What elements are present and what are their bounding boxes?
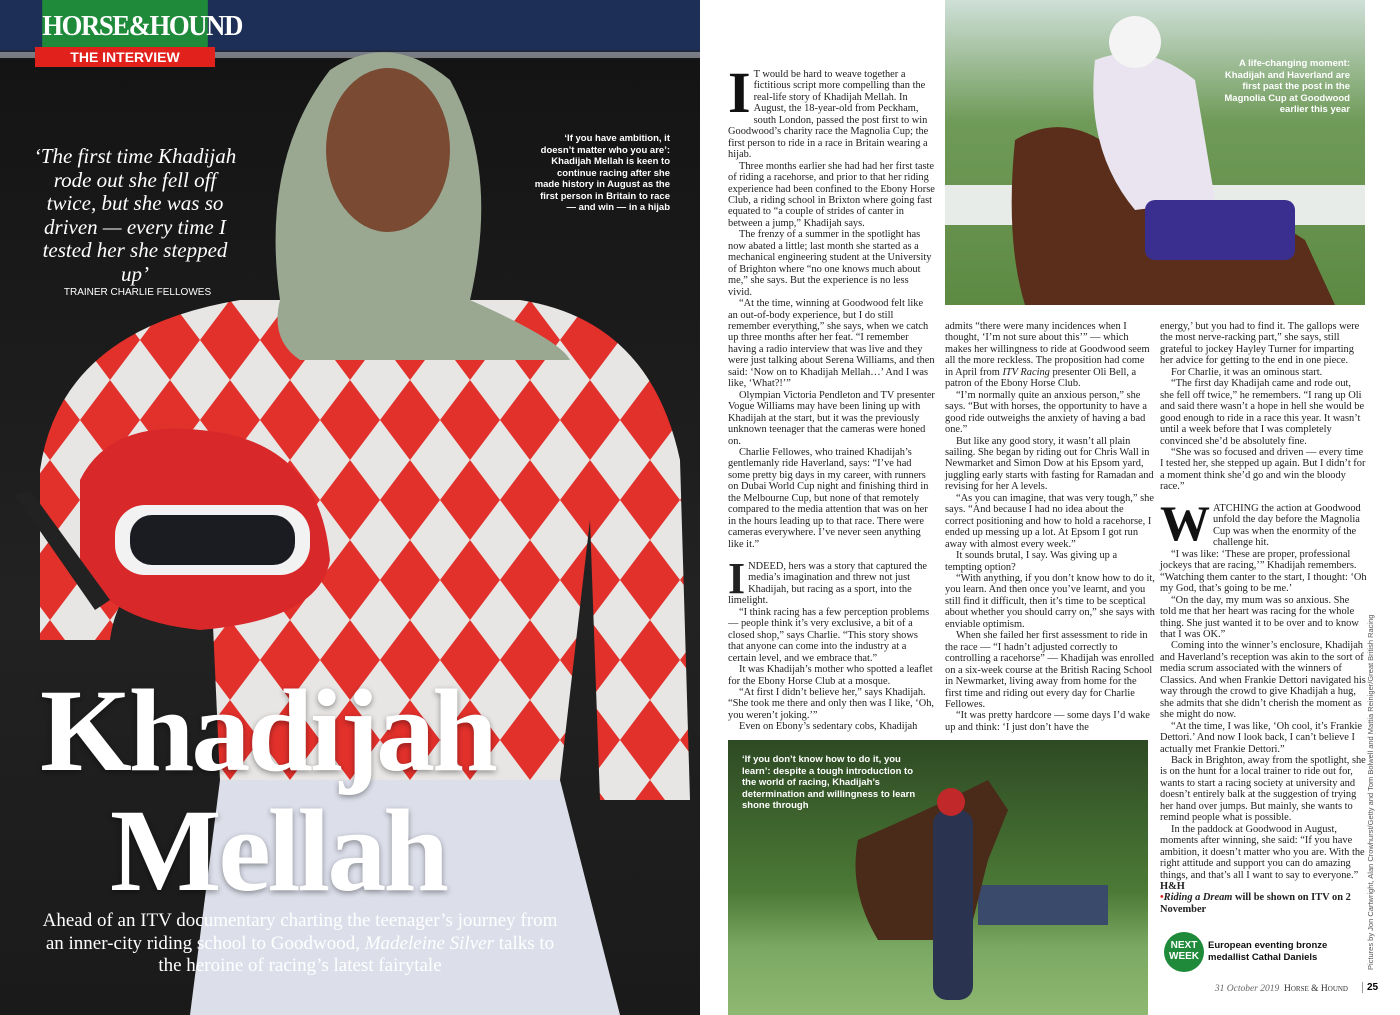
magazine-logo — [35, 0, 242, 67]
next-week-badge: NEXT WEEK — [1164, 932, 1204, 972]
paragraph: “As you can imagine, that was very tough,” she says. “And because I had no idea about the correct positioning and how to hold a racehorse, I ended up messing up a lot. At Epsom I got run away with almost every week.” — [945, 492, 1154, 550]
article-column-1b — [728, 554, 935, 733]
text: will be shown on ITV on 2 November — [1160, 892, 1351, 915]
standfirst-text: Ahead of an ITV documentary charting the teenager’s journey from an inner-city riding school to Goodwood, — [42, 910, 558, 954]
paragraph: The frenzy of a summer in the spotlight has now abated a little; last month she started as a mechanical engineering student at the University of Brighton where “no one knows much about me,” she says. But the experience is no less vivid. — [728, 229, 932, 298]
paragraph: Back in Brighton, away from the spotlight, she is on the hunt for a local trainer to ride out for, wants to start a racing society at university and doesn’t entirely balk at the suggestion of trying her hand over jumps. But mainly, she wants to remind people what is possible. — [1160, 754, 1366, 824]
paragraph: “I think racing has a few perception problems — people think it’s very exclusive, a bit of a closed shop,” says Charlie. “This story shows that anyone can come into the industry at a certain level, and we embrace that.” — [728, 606, 930, 664]
paragraph: T would be hard to weave together a fictitious script more compelling than the real-life story of Khadijah Mellah. In August, the 18-year-old from Peckham, south London, passed the post first to win Goodwood’s charity race the Magnolia Cup; the first person to ride in a race in Britain wearing a hijab. — [728, 69, 929, 161]
article-column-2 — [945, 321, 1155, 733]
paragraph: “I was like: ‘These are proper, professional jockeys that are racing,’” Khadijah remembers. “Watching them canter to the start, I thought: ‘Oh my God, that’s going to be me.’ — [1160, 548, 1367, 595]
paragraph: Coming into the winner’s enclosure, Khadijah and Haverland’s reception was akin to the sort of media scrum associated with the winners of Classics. And when Frankie Dettori navigated his way through the crowd to give Khadijah a hug, she admits that she didn’t cherish the moment as she might do now. — [1160, 640, 1366, 721]
paragraph: “With anything, if you don’t know how to do it, you learn. And then once you’ve learnt, and you still find it difficult, then it’s time to be sceptical about whether you should carry on,” she says with enviable optimism. — [945, 572, 1155, 630]
paragraph: Olympian Victoria Pendleton and TV presenter Vogue Williams may have been lining up with Khadijah at the start, but it was the previously unknown teenager that the cameras were honed on. — [728, 389, 935, 447]
paragraph: “The first day Khadijah came and rode out, she fell off twice,” he remembers. “I rang up Oli and said there wasn’t a hope in hell she would be good enough to ride in a race this year. It wasn’t until a week before that I was completely convinced she’d be absolutely fine. — [1160, 378, 1365, 447]
drop-cap: W — [1160, 495, 1210, 551]
headline-last-name: Mellah — [110, 785, 446, 916]
photo-caption: A life-changing moment: Khadijah and Haverland are first past the post in the Magnolia Cup at Goodwood earlier this year — [1224, 58, 1350, 115]
paragraph: “At first I didn’t believe her,” says Khadijah. “She took me there and only then was I like, ‘Oh, you weren’t joking.’” — [728, 686, 935, 721]
brand-name: HORSE&HOUND — [42, 0, 208, 47]
paddock-photo — [728, 740, 1148, 1015]
end-mark: H&H — [1160, 880, 1185, 892]
drop-cap: I — [728, 60, 751, 125]
paragraph: “At the time, winning at Goodwood felt like an out-of-body experience, but I do still remember everything,” she says, when we catch up three months after her feat. “I remember having a radio interview that was live and they were just talking about Serena Williams, and then said: ‘Now on to Khadijah Mellah…’ And I was like, ‘What?!’” — [728, 298, 935, 390]
photo-caption: ‘If you have ambition, it doesn’t matter who you are’: Khadijah Mellah is keen to continue racing after she made history in August as the first person in Britain to race — and win — in a hijab — [534, 133, 670, 213]
paragraph: “It was pretty hardcore — some days I’d wake up and think: ‘I just don’t have the — [945, 710, 1150, 733]
paragraph: But like any good story, it wasn’t all plain sailing. She began by riding out for Chris Wall in Newmarket and Simon Dow at his Epsom yard, juggling early starts with fasting for Ramadan and revising for her A levels. — [945, 435, 1154, 493]
article-column-3b — [1160, 495, 1367, 915]
author: Madeleine Silver — [364, 932, 494, 954]
programme-name: ITV Racing — [1002, 366, 1050, 378]
paragraph: When she failed her first assessment to ride in the race — “I hadn’t adjusted correctly to controlling a racehorse” — Khadijah was enrolled on a six-week course at the British Racing School in Newmarket, living away from home for the first time and riding out every day for Charlie Fellowes. — [945, 630, 1154, 710]
paragraph: energy,’ but you had to find it. The gallops were the most nerve-racking part,” she says, still grateful to jockey Hayley Turner for imparting her advice for getting to the end in one piece. — [1160, 321, 1360, 367]
paragraph: It sounds brutal, I say. Was giving up a tempting option? — [945, 550, 1118, 573]
paragraph: “On the day, my mum was so anxious. She told me that her heart was racing for the whole thing. She just wanted it to be over and to know that I was OK.” — [1160, 594, 1359, 640]
section-label: THE INTERVIEW — [35, 47, 215, 67]
next-week-teaser: European eventing bronze medallist Cathal Daniels — [1208, 940, 1328, 963]
programme-name: Riding a Dream — [1163, 892, 1233, 904]
bullet-icon: • — [1160, 892, 1164, 904]
tv-listing — [1160, 892, 1367, 915]
race-illustration — [945, 0, 1365, 305]
paragraph: “At the time, I was like, ‘Oh cool, it’s Frankie Dettori.’ And now I look back, I can’t believe I actually met Frankie Dettori.” — [1160, 720, 1363, 755]
magazine-name: Horse & Hound — [1284, 984, 1348, 994]
race-photo — [945, 0, 1365, 305]
text: In the paddock at Goodwood in August, moments after winning, she said: “If you have ambition, it doesn’t matter who you are. With the right attitude and support you can do amazing things, and that’s all I want to say to everyone.” — [1160, 823, 1365, 881]
paragraph: It was Khadijah’s mother who spotted a leaflet for the Ebony Horse Club at a mosque. — [728, 664, 933, 687]
paragraph — [945, 321, 1155, 390]
standfirst-text: talks to the heroine of racing’s latest fairytale — [158, 932, 555, 976]
paragraph — [1160, 824, 1367, 893]
article-column-1a — [728, 60, 935, 550]
paragraph: For Charlie, it was an ominous start. — [1171, 366, 1323, 378]
article-column-3a — [1160, 321, 1367, 493]
paragraph: Even on Ebony’s sedentary cobs, Khadijah — [739, 721, 918, 733]
paragraph: Charlie Fellowes, who trained Khadijah’s gentlemanly ride Haverland, says: “I’ve had some pretty big days in my career, with runners on Dubai World Cup night and finishing third in the Melbourne Cup, but none of that remotely compared to the media attention that was on her in the hours leading up to that race. There were cameras everywhere. I’ve never seen anything like it.” — [728, 446, 929, 550]
photo-caption: ‘If you don’t know how to do it, you learn’: despite a tough introduction to the world of racing, Khadijah’s determination and willingness to learn shone through — [742, 754, 916, 811]
paragraph: Three months earlier she had had her first taste of riding a racehorse, and prior to that her riding experience had been confined to the Ebony Horse Club, a riding school in Brixton where going fast equated to “a couple of strides of canter in between a jump,” Khadijah says. — [728, 160, 935, 229]
drop-cap: I — [728, 554, 746, 603]
pull-quote: ‘The first time Khadijah rode out she fell off twice, but she was so driven — every time I tested her she stepped up’ — [33, 144, 237, 286]
text: admits “there were many incidences when I thought, ‘I’m not sure about this’” — which makes her willingness to ride at Goodwood seem all the more reckless. The proposition had come in April from — [945, 321, 1150, 378]
photo-credits: Pictures by Jon Cartwright, Alan Crowhurst/Getty and Tom Bolwell and Mattia Reiniger/Great British Racing — [1366, 614, 1375, 970]
text: presenter Oli Bell, a patron of the Ebony Horse Club. — [945, 366, 1137, 390]
page-footer — [1215, 984, 1348, 994]
paragraph: “She was so focused and driven — every time I tested her, she stepped up again. But I didn’t for a moment think she’d go and win the bloody race.” — [1160, 446, 1366, 493]
paragraph: NDEED, hers was a story that captured the media’s imagination and threw not just Khadijah, but racing as a sport, into the limelight. — [728, 561, 928, 607]
paragraph: ATCHING the action at Goodwood unfold the day before the Magnolia Cup was when the enormity of the challenge hit. — [1213, 503, 1361, 549]
standfirst — [40, 910, 560, 978]
pull-quote-attribution: TRAINER CHARLIE FELLOWES — [63, 287, 212, 298]
paragraph: “I’m normally quite an anxious person,” she says. “But with horses, the opportunity to have a good ride outweighs the anxiety of having a bad one.” — [945, 389, 1148, 436]
page-number: 25 — [1362, 982, 1378, 993]
headline-first-name: Khadijah — [40, 665, 495, 796]
issue-date: 31 October 2019 — [1214, 984, 1280, 994]
